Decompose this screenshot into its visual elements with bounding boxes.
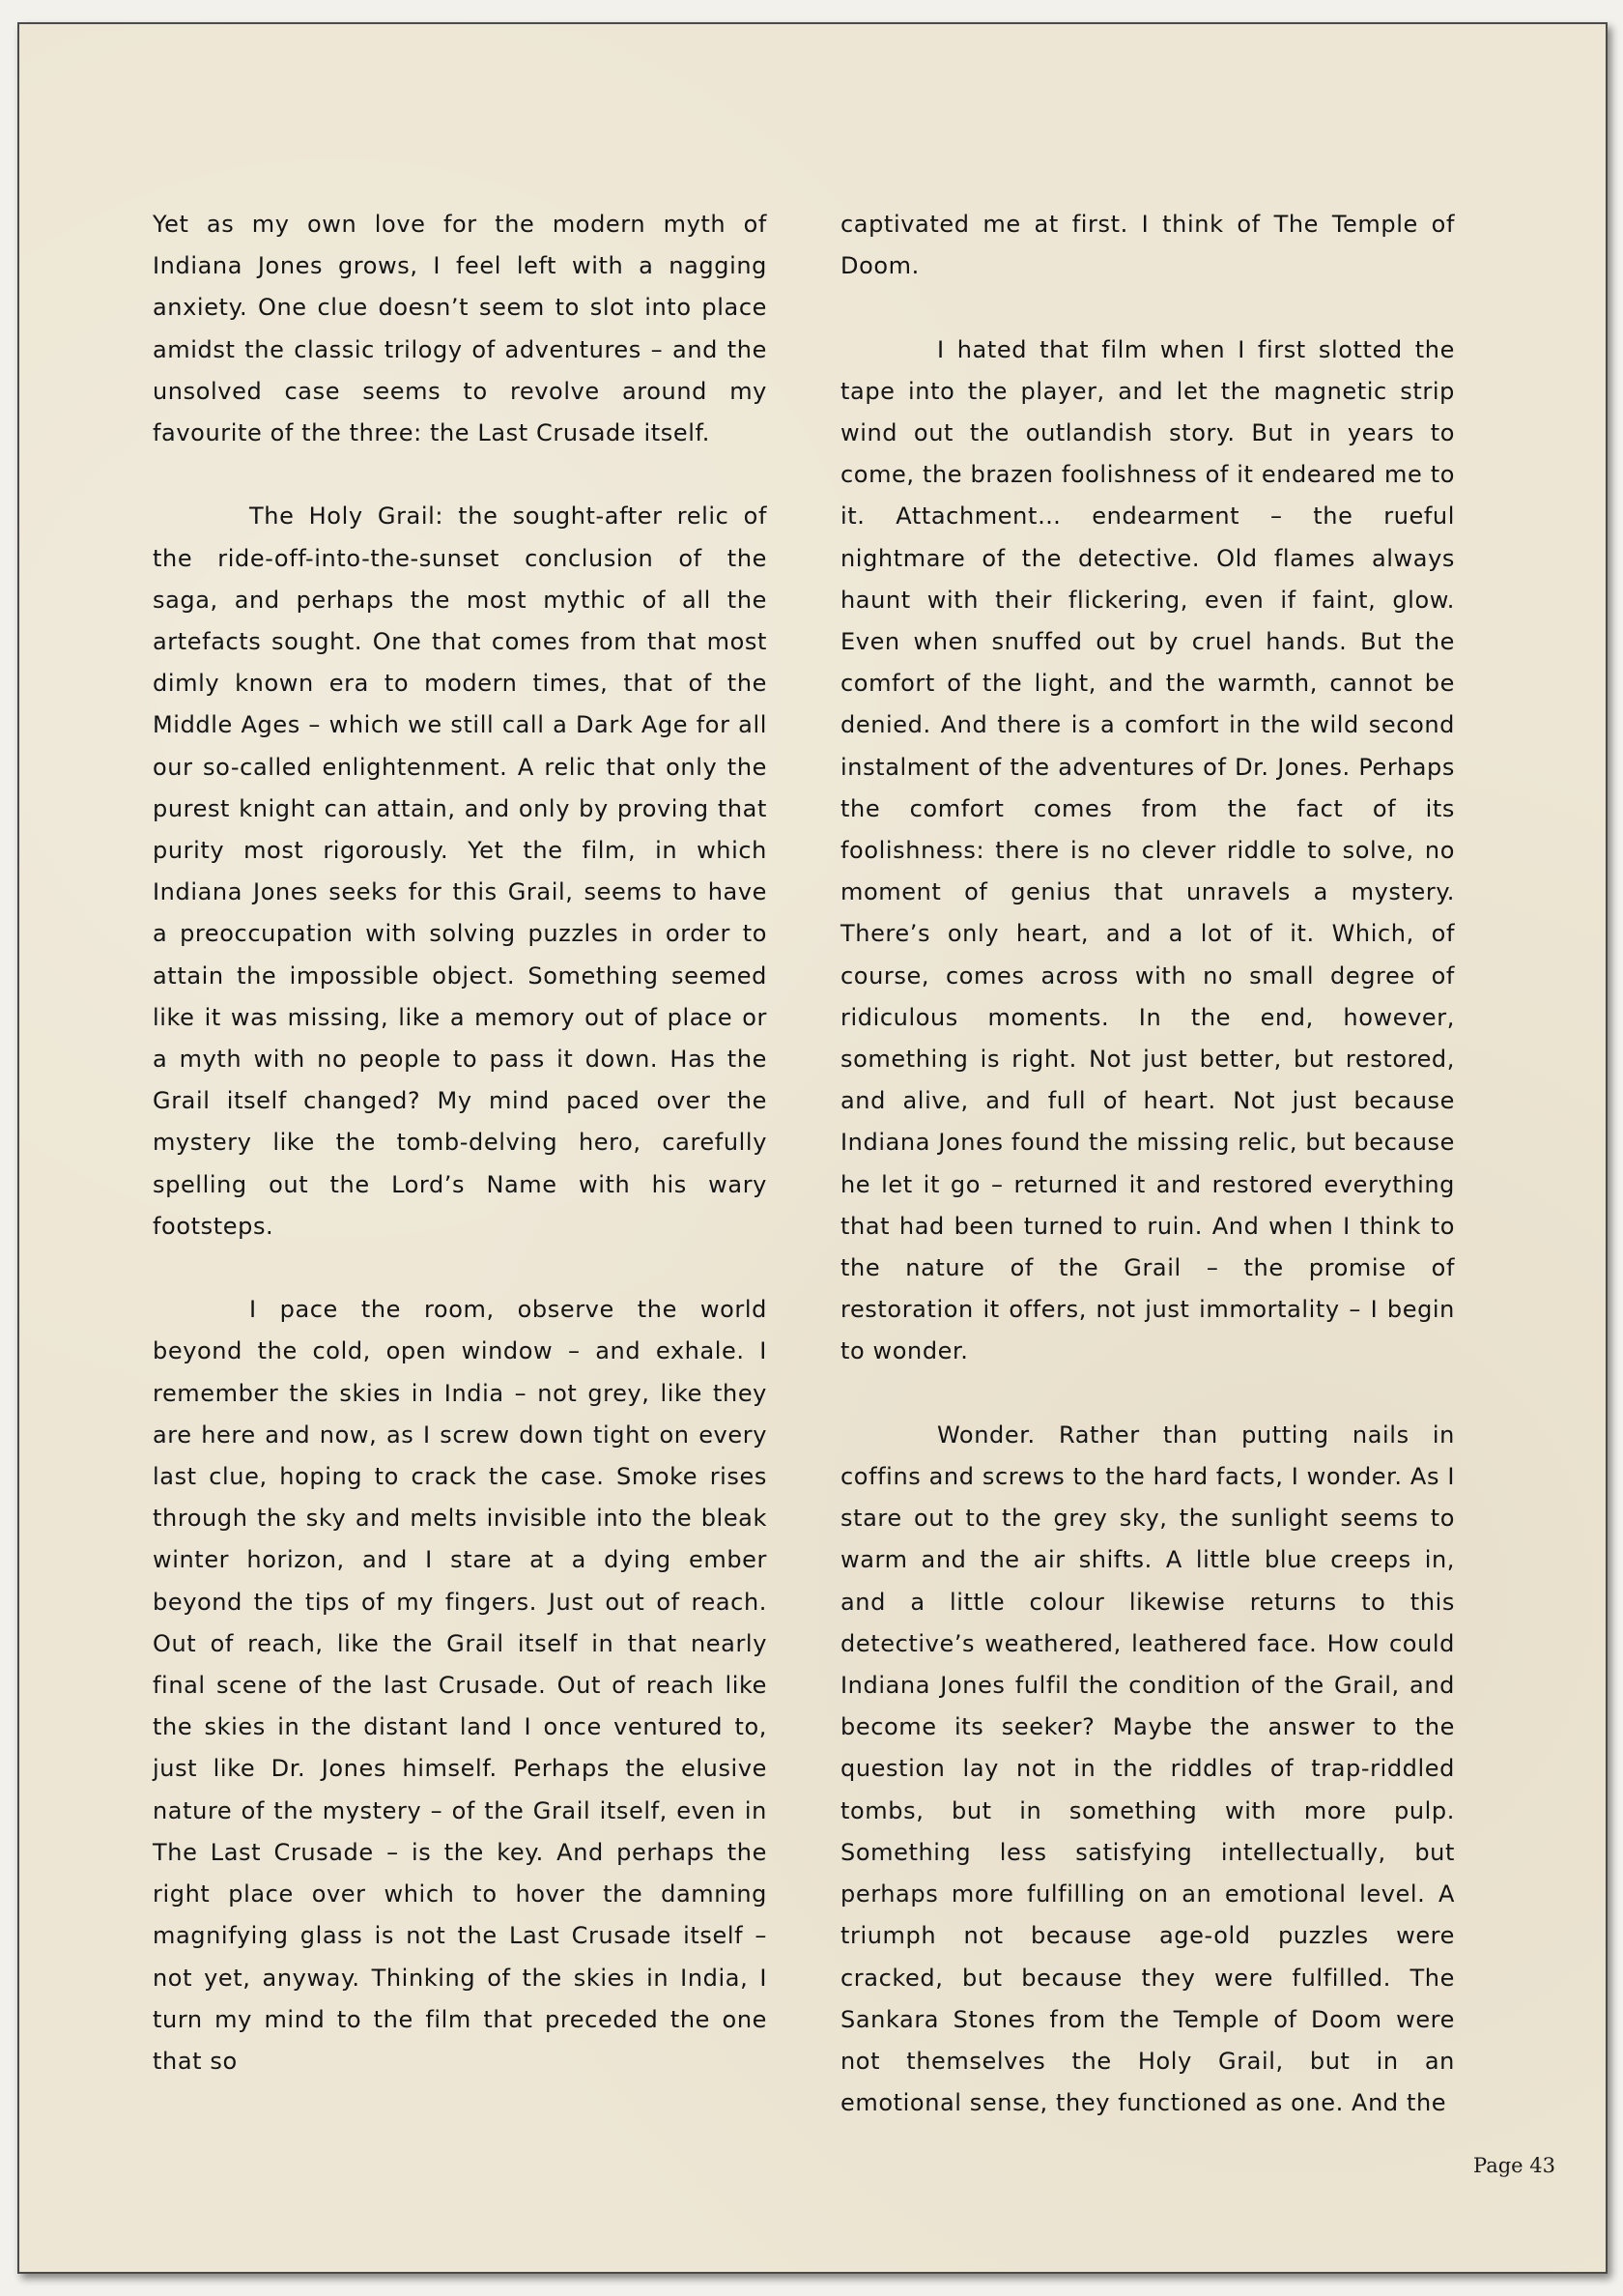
- paragraph: Wonder. Rather than putting nails in coffins and screws to the hard facts, I wonder. As I stare out to the grey sky, the sunlight seems to warm and the air shifts. A little blue creeps in, and a little colour likewise returns to this detective’s weathered, leathered face. How could Indiana Jones fulfil the condition of the Grail, and become its seeker? Maybe the answer to the question lay not in the riddles of trap-riddled tombs, but in something with more pulp. Something less satisfying intellectually, but perhaps more fulfilling on an emotional level. A triumph not because age-old puzzles were cracked, but because they were fulfilled. The Sankara Stones from the Temple of Doom were not themselves the Holy Grail, but in an emotional sense, they functioned as one. And the: [840, 1421, 1455, 2117]
- page-number: Page 43: [1473, 2154, 1555, 2177]
- document-page: [17, 22, 1608, 2274]
- paragraph: The Holy Grail: the sought-after relic of the ride-off-into-the-sunset conclusion of the saga, and perhaps the most mythic of all the artefacts sought. One that comes from that most dimly known era to modern times, that of the Middle Ages – which we still call a Dark Age for all our so-called enlightenment. A relic that only the purest knight can attain, and only by proving that purity most rigorously. Yet the film, in which Indiana Jones seeks for this Grail, seems to have a preoccupation with solving puzzles in order to attain the impossible object. Something seemed like it was missing, like a memory out of place or a myth with no people to pass it down. Has the Grail itself changed? My mind paced over the mystery like the tomb-delving hero, carefully spelling out the Lord’s Name with his wary footsteps.: [153, 502, 767, 1240]
- paragraph: I pace the room, observe the world beyond the cold, open window – and exhale. I remember the skies in India – not grey, like they are here and now, as I screw down tight on every last clue, hoping to crack the case. Smoke rises through the sky and melts invisible into the bleak winter horizon, and I stare at a dying ember beyond the tips of my fingers. Just out of reach. Out of reach, like the Grail itself in that nearly final scene of the last Crusade. Out of reach like the skies in the distant land I once ventured to, just like Dr. Jones himself. Perhaps the elusive nature of the mystery – of the Grail itself, even in The Last Crusade – is the key. And perhaps the right place over which to hover the damning magnifying glass is not the Last Crusade itself – not yet, anyway. Thinking of the skies in India, I turn my mind to the film that preceded the one that so: [153, 1296, 767, 2075]
- paragraph: captivated me at first. I think of The Temple of Doom.: [840, 211, 1455, 280]
- text-column-left: [153, 204, 767, 2082]
- text-column-right: [840, 204, 1455, 2124]
- paragraph: I hated that film when I first slotted the tape into the player, and let the magnetic strip wind out the outlandish story. But in years to come, the brazen foolishness of it endeared me to it. Attachment… endearment – the rueful nightmare of the detective. Old flames always haunt with their flickering, even if faint, glow. Even when snuffed out by cruel hands. But the comfort of the light, and the warmth, cannot be denied. And there is a comfort in the wild second instalment of the adventures of Dr. Jones. Perhaps the comfort comes from the fact of its foolishness: there is no clever riddle to solve, no moment of genius that unravels a mystery. There’s only heart, and a lot of it. Which, of course, comes across with no small degree of ridiculous moments. In the end, however, something is right. Not just better, but restored, and alive, and full of heart. Not just because Indiana Jones found the missing relic, but because he let it go – returned it and restored everything that had been turned to ruin. And when I think to the nature of the Grail – the promise of restoration it offers, not just immortality – I begin to wonder.: [840, 335, 1455, 1365]
- paragraph: Yet as my own love for the modern myth of Indiana Jones grows, I feel left with a nagging anxiety. One clue doesn’t seem to slot into place amidst the classic trilogy of adventures – and the unsolved case seems to revolve around my favourite of the three: the Last Crusade itself.: [153, 211, 767, 447]
